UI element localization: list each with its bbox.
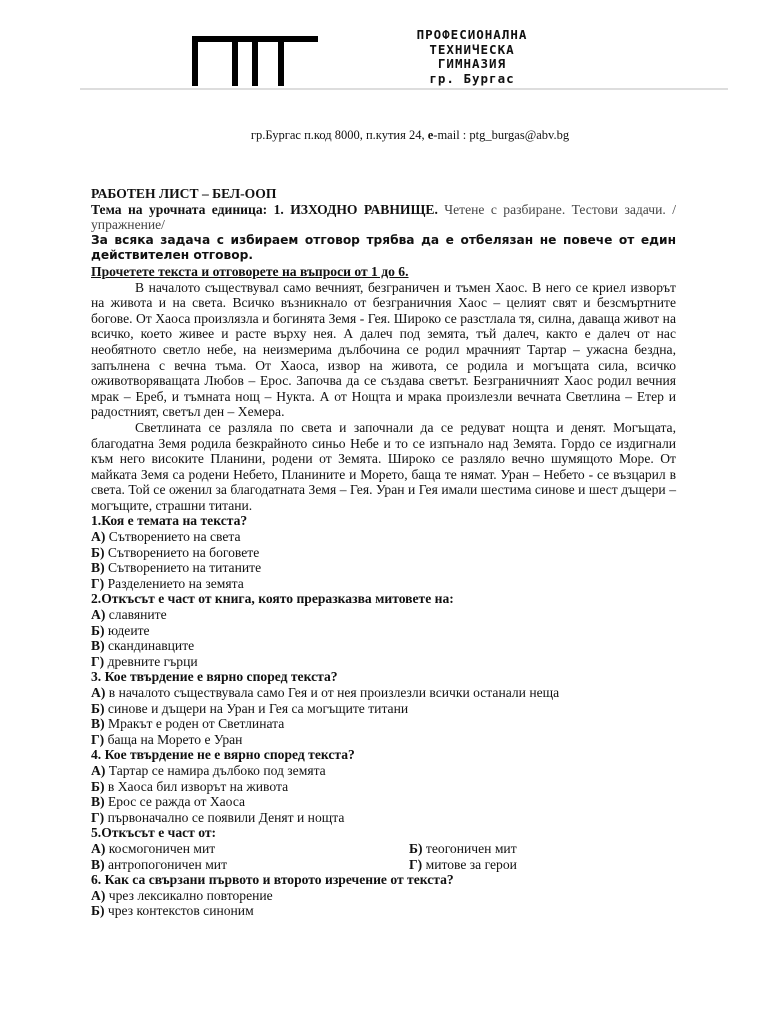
option-text: Разделението на земята: [107, 575, 244, 591]
option-letter: Г): [91, 575, 105, 591]
option-text: в началото съществувала само Гея и от нея произлезли всички останали неща: [108, 685, 560, 700]
option-letter: Б): [91, 544, 105, 560]
topic-description: Четене с разбиране. Тестови задачи. /упражнение/: [91, 201, 676, 233]
school-line-2: ТЕХНИЧЕСКА: [429, 41, 515, 57]
text-paragraph-2: Светлината се разляла по света и започнали да се редуват нощта и денят. Могъщата, благодатна Земя родила безкрайното синьо Небе и то се изпънало над Земята. Гордо се издигнали към него високите Планини, родени от Земята. Широко се разляло вечно шумящото Море. От майката Земя са родени Небето, Планините и Морето, баща те нямат. Уран – Небето - се възцарил в света. Той се оженил за благодатната Земя – Гея. Уран и Гея имали шестима синове и шест дъщери – могъщите, страшни титани.: [91, 419, 676, 513]
option-text: в Хаоса бил изворът на живота: [107, 778, 289, 794]
letterhead: [80, 26, 728, 90]
answer-option[interactable]: [91, 810, 676, 826]
option-text: юдеите: [107, 622, 150, 638]
option-letter: А): [91, 607, 106, 623]
text-paragraph-1: В началото съществувал само вечният, безграничен и тъмен Хаос. В него се криел изворът на живота и на света. Всичко възникнало от безграничния Хаос – целият свят и безсмъртните богове. От Хаоса произлязла и богинята Земя - Гея. Широко се разстлала тя, силна, даваща живот на всичко, което живее и расте върху нея. А далеч под земята, тъй далеч, както е далеч от нас необятното светло небе, на неизмерима дълбочина се родил мрачният Тартар – ужасна бездна, запълнена с вечна тъма. От Хаоса, извор на живота, се родила и могъщата сила, всичко оживотворяващата Любов – Ерос. Започва да се създава светът. Безграничният Хаос родил вечния мрак – Ереб, и тъмната нощ – Нукта. А от Нощта и мрака произлезли вечната Светлина – Етер и радостният, светъл ден – Хемера.: [91, 279, 676, 420]
answer-option[interactable]: [91, 701, 676, 717]
option-text: теогоничен мит: [425, 840, 517, 856]
option-letter: В): [91, 716, 105, 732]
option-letter: В): [91, 794, 105, 810]
answer-option[interactable]: [91, 732, 676, 748]
option-text: Сътворението на света: [108, 529, 241, 545]
option-text: антропогоничен мит: [108, 856, 228, 872]
answer-option[interactable]: [91, 716, 676, 732]
answer-option[interactable]: [91, 529, 676, 545]
option-letter: Б): [91, 903, 105, 919]
question-2: 2.Откъсът е част от книга, която преразказва митовете на:: [91, 591, 454, 607]
option-text: Мракът е роден от Светлината: [108, 716, 285, 732]
option-text: чрез лексикално повторение: [108, 887, 273, 903]
option-text: космогоничен мит: [108, 840, 216, 856]
option-text: Сътворението на боговете: [107, 544, 260, 560]
answer-option[interactable]: [91, 545, 676, 561]
question-5: 5.Откъсът е част от:: [91, 825, 217, 841]
address-text: гр.Бургас п.код 8000, п.кутия 24,: [250, 128, 425, 142]
answer-option[interactable]: [91, 638, 676, 654]
school-address: [0, 128, 768, 143]
answer-option[interactable]: [91, 763, 676, 779]
answer-option[interactable]: [91, 685, 676, 701]
answer-option[interactable]: [91, 857, 409, 873]
option-letter: Г): [91, 809, 105, 825]
answer-row: [91, 841, 676, 857]
option-text: славяните: [108, 607, 167, 623]
option-text: древните гърци: [107, 653, 198, 669]
answer-row: [91, 857, 676, 873]
answer-option[interactable]: [91, 888, 676, 904]
option-letter: В): [91, 560, 105, 576]
answer-instruction: За всяка задача с избираем отговор трябва да е отбелязан не повече от един действителен отговор.: [91, 232, 676, 263]
option-letter: А): [91, 762, 106, 778]
question-1: 1.Коя е темата на текста?: [91, 513, 248, 529]
option-text: скандинавците: [108, 638, 195, 654]
option-letter: А): [91, 685, 106, 700]
worksheet: [91, 186, 676, 919]
option-letter: В): [91, 856, 105, 872]
option-text: Сътворението на титаните: [108, 560, 262, 576]
option-text: първоначално се появили Денят и нощта: [107, 809, 345, 825]
option-text: баща на Морето е Уран: [107, 731, 243, 747]
header-divider: [80, 88, 728, 90]
option-letter: Г): [91, 653, 105, 669]
answer-option[interactable]: [91, 623, 676, 639]
answer-option[interactable]: [91, 607, 676, 623]
option-letter: А): [91, 529, 106, 545]
option-text: митове за герои: [425, 856, 517, 872]
answer-option[interactable]: [409, 857, 517, 873]
option-text: Тартар се намира дълбоко под земята: [108, 762, 326, 778]
option-letter: А): [91, 840, 106, 856]
answer-option[interactable]: [409, 841, 517, 857]
option-letter: Г): [91, 731, 105, 747]
answer-option[interactable]: [91, 654, 676, 670]
option-letter: Г): [409, 856, 423, 872]
school-line-3: ГИМНАЗИЯ: [437, 56, 507, 71]
option-text: Ерос се ражда от Хаоса: [108, 794, 246, 810]
answer-option[interactable]: [91, 794, 676, 810]
school-line-4: гр. Бургас: [429, 70, 515, 86]
option-letter: Б): [91, 778, 105, 794]
topic-line: [91, 202, 676, 233]
worksheet-title: РАБОТЕН ЛИСТ – БЕЛ-ООП: [91, 186, 277, 201]
option-letter: В): [91, 638, 105, 654]
question-3: 3. Кое твърдение е вярно според текста?: [91, 669, 338, 685]
option-letter: Б): [91, 700, 105, 716]
answer-option[interactable]: [91, 560, 676, 576]
topic-value: 1. ИЗХОДНО РАВНИЩЕ.: [273, 201, 438, 217]
topic-label: Тема на урочната единица:: [91, 201, 268, 217]
school-name: [342, 28, 602, 86]
ptg-logo: [190, 32, 320, 88]
email-prefix: e: [427, 128, 434, 142]
question-6: 6. Как са свързани първото и второто изречение от текста?: [91, 872, 454, 888]
option-text: чрез контекстов синоним: [107, 903, 254, 919]
reading-task: Прочетете текста и отговорете на въпроси от 1 до 6.: [91, 263, 409, 279]
option-letter: А): [91, 887, 106, 903]
school-line-1: ПРОФЕСИОНАЛНА: [416, 27, 528, 42]
option-text: синове и дъщери на Уран и Гея са могъщите титани: [107, 700, 409, 716]
answer-option[interactable]: [91, 903, 676, 919]
email-address[interactable]: -mail : ptg_burgas@abv.bg: [433, 128, 570, 142]
answer-option[interactable]: [91, 779, 676, 795]
option-letter: Б): [91, 622, 105, 638]
option-letter: Б): [409, 840, 423, 856]
answer-option[interactable]: [91, 576, 676, 592]
question-4: 4. Кое твърдение не е вярно според текста?: [91, 747, 355, 763]
answer-option[interactable]: [91, 841, 409, 857]
